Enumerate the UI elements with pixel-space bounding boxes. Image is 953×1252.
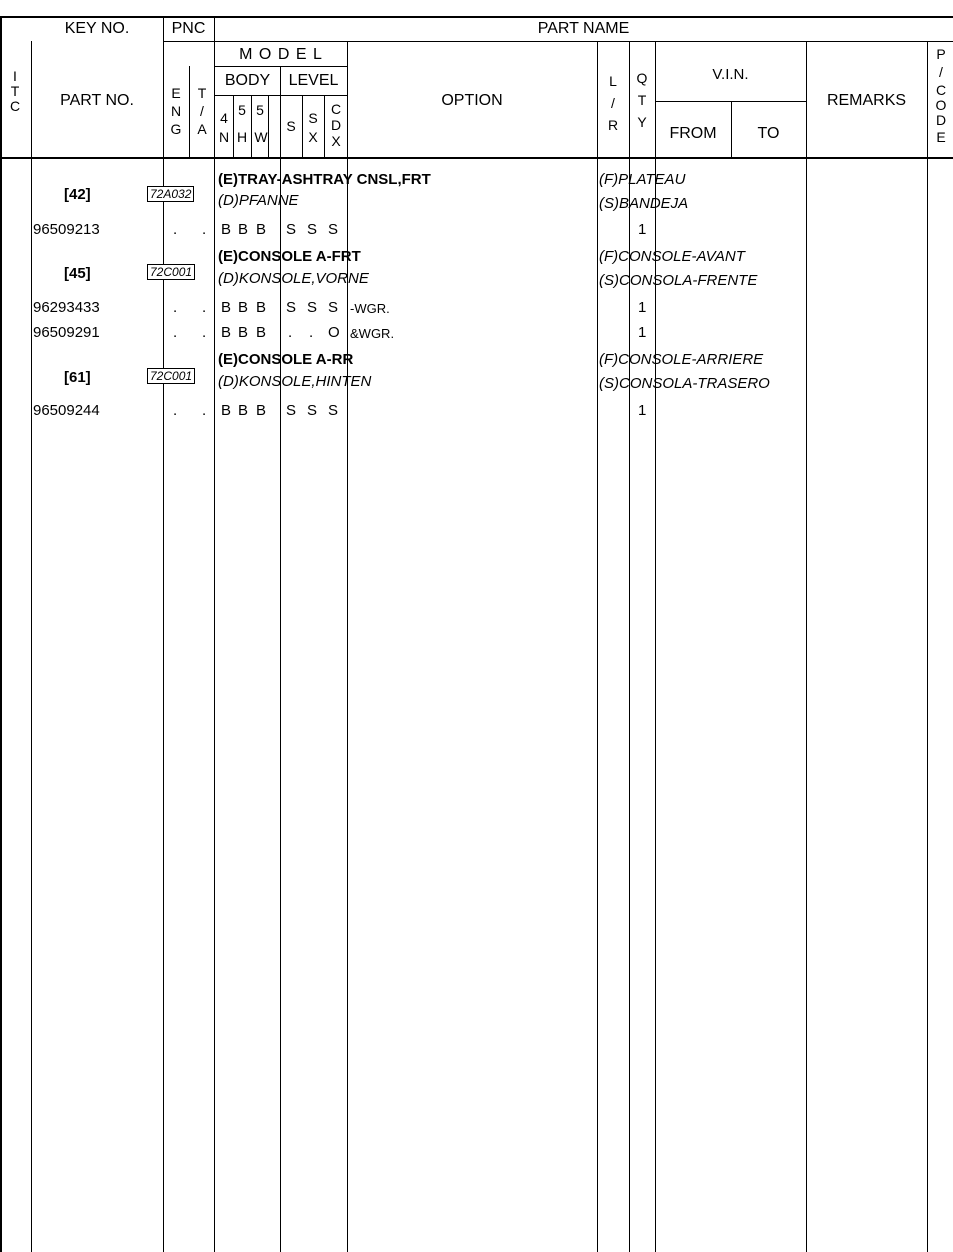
body-5h-value: B bbox=[238, 402, 249, 419]
body-4n-value: B bbox=[221, 324, 232, 341]
pnc-header: PNC bbox=[171, 20, 206, 37]
ta-value: . bbox=[202, 299, 207, 316]
part-number: 96293433 bbox=[33, 299, 100, 316]
part-name-es: (S)BANDEJA bbox=[599, 195, 689, 212]
part-number: 96509244 bbox=[33, 402, 100, 419]
body-5w-value: B bbox=[256, 299, 267, 316]
level-s-value: . bbox=[288, 324, 293, 341]
part-name-en: (E)CONSOLE A-FRT bbox=[218, 248, 361, 265]
level-s-header: S bbox=[286, 118, 296, 134]
level-sx-value: S bbox=[307, 402, 318, 419]
part-name-de: (D)KONSOLE,HINTEN bbox=[218, 373, 372, 390]
part-name-es: (S)CONSOLA-TRASERO bbox=[599, 375, 770, 392]
eng-value: . bbox=[173, 299, 178, 316]
body-5w-value: B bbox=[256, 402, 267, 419]
vin-from-header: FROM bbox=[669, 125, 717, 142]
level-s-value: S bbox=[286, 299, 297, 316]
level-s-value: S bbox=[286, 402, 297, 419]
level-s-value: S bbox=[286, 221, 297, 238]
level-cdx-value: S bbox=[328, 299, 339, 316]
part-no-header: PART NO. bbox=[60, 92, 134, 109]
part-name-fr: (F)PLATEAU bbox=[599, 171, 686, 188]
part-number: 96509291 bbox=[33, 324, 100, 341]
body-4n-value: B bbox=[221, 221, 232, 238]
level-sx-value: . bbox=[309, 324, 314, 341]
body-4n-value: B bbox=[221, 402, 232, 419]
pnc-code: 72A032 bbox=[147, 186, 194, 202]
part-name-de: (D)PFANNE bbox=[218, 192, 299, 209]
body-5w-value: B bbox=[256, 324, 267, 341]
pnc-code: 72C001 bbox=[147, 368, 195, 384]
body-5h-value: B bbox=[238, 324, 249, 341]
body-5w-value: B bbox=[256, 221, 267, 238]
body-5h-value: B bbox=[238, 221, 249, 238]
eng-value: . bbox=[173, 324, 178, 341]
qty-value: 1 bbox=[638, 221, 647, 238]
ta-value: . bbox=[202, 324, 207, 341]
eng-value: . bbox=[173, 221, 178, 238]
ta-value: . bbox=[202, 221, 207, 238]
part-name-fr: (F)CONSOLE-ARRIERE bbox=[599, 351, 764, 368]
qty-value: 1 bbox=[638, 324, 647, 341]
model-header: M O D E L bbox=[239, 46, 323, 63]
level-header: LEVEL bbox=[288, 72, 339, 89]
part-number: 96509213 bbox=[33, 221, 100, 238]
key-number: [45] bbox=[64, 265, 91, 282]
remarks-header: REMARKS bbox=[826, 92, 907, 109]
ta-value: . bbox=[202, 402, 207, 419]
qty-value: 1 bbox=[638, 299, 647, 316]
level-sx-value: S bbox=[307, 221, 318, 238]
option-header: OPTION bbox=[441, 92, 503, 109]
part-name-es: (S)CONSOLA-FRENTE bbox=[599, 272, 758, 289]
qty-value: 1 bbox=[638, 402, 647, 419]
level-cdx-value: O bbox=[328, 324, 340, 341]
vin-to-header: TO bbox=[757, 125, 780, 142]
key-number: [42] bbox=[64, 186, 91, 203]
key-number: [61] bbox=[64, 369, 91, 386]
body-header: BODY bbox=[224, 72, 271, 89]
body-5h-value: B bbox=[238, 299, 249, 316]
pnc-code: 72C001 bbox=[147, 264, 195, 280]
key-no-header: KEY NO. bbox=[64, 20, 130, 37]
option-value: &WGR. bbox=[350, 326, 395, 341]
level-cdx-value: S bbox=[328, 402, 339, 419]
eng-value: . bbox=[173, 402, 178, 419]
option-value: -WGR. bbox=[350, 301, 390, 316]
part-name-header: PART NAME bbox=[537, 20, 630, 37]
level-sx-value: S bbox=[307, 299, 318, 316]
vin-header: V.I.N. bbox=[712, 66, 749, 83]
part-name-en: (E)TRAY-ASHTRAY CNSL,FRT bbox=[218, 171, 431, 188]
level-cdx-value: S bbox=[328, 221, 339, 238]
part-name-fr: (F)CONSOLE-AVANT bbox=[599, 248, 745, 265]
body-4n-value: B bbox=[221, 299, 232, 316]
part-name-de: (D)KONSOLE,VORNE bbox=[218, 270, 369, 287]
part-name-en: (E)CONSOLE A-RR bbox=[218, 351, 354, 368]
